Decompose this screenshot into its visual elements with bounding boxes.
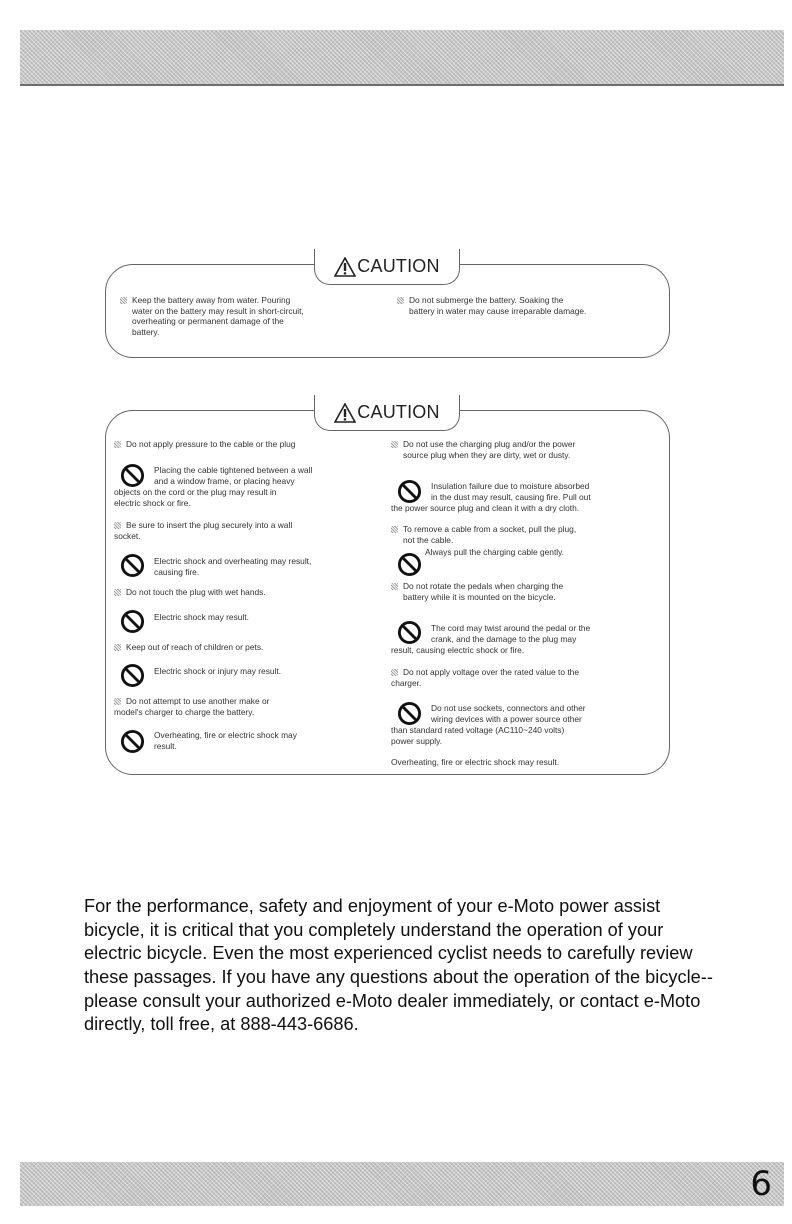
bullet-item: Keep out of reach of children or pets.	[114, 642, 263, 653]
detail-line: charger.	[391, 678, 422, 688]
bullet-item: Be sure to insert the plug securely into a wall	[114, 520, 292, 531]
bullet-item: Do not apply voltage over the rated value to the	[391, 667, 579, 678]
detail-line: electric shock or fire.	[114, 498, 191, 508]
footer-band	[20, 1162, 784, 1206]
detail-line: battery while it is mounted on the bicycle.	[403, 592, 556, 602]
bullet-square-icon	[114, 698, 121, 705]
warning-triangle-icon	[334, 403, 356, 423]
detail-line: power supply.	[391, 736, 443, 746]
bullet-item: Do not submerge the battery. Soaking the	[397, 295, 657, 306]
detail-line: than standard rated voltage (AC110~240 volts)	[391, 725, 565, 735]
detail-line: Placing the cable tightened between a wall	[154, 465, 313, 475]
intro-paragraph: For the performance, safety and enjoyment of your e-Moto power assist bicycle, it is critical that you completely understand the operation of your electric bicycle. Even the most experienced cyclist needs to carefully review these passages. If you have any questions about the operation of the bicycle-- please consult your authorized e-Moto dealer immediately, or contact e-Moto directly, toll free, at 888-443-6686.	[84, 896, 713, 1035]
detail-line: Do not use sockets, connectors and other	[431, 703, 586, 713]
detail-line: not the cable.	[403, 535, 454, 545]
bullet-square-icon	[397, 297, 404, 304]
detail-line: causing fire.	[154, 567, 200, 577]
prohibition-icon	[397, 552, 422, 577]
caution-box-battery-water	[105, 256, 670, 358]
caution-box-charging	[105, 402, 670, 775]
right-column	[391, 439, 661, 769]
detail-line: result, causing electric shock or fire.	[391, 645, 525, 655]
detail-line: Electric shock or injury may result.	[154, 666, 282, 676]
item-detail: water on the battery may result in short-circuit,	[132, 305, 304, 316]
bullet-item: Do not attempt to use another make or	[114, 696, 269, 707]
bullet-square-icon	[391, 526, 398, 533]
item-detail: battery.	[132, 326, 160, 337]
bullet-square-icon	[391, 669, 398, 676]
detail-line: objects on the cord or the plug may result in	[114, 487, 277, 497]
prohibition-icon	[120, 553, 145, 578]
prohibition-icon	[397, 620, 422, 645]
prohibition-icon	[120, 729, 145, 754]
detail-line: Electric shock may result.	[154, 612, 249, 622]
detail-line: Always pull the charging cable gently.	[425, 547, 565, 557]
bullet-square-icon	[114, 589, 121, 596]
detail-line: socket.	[114, 531, 141, 541]
bullet-item: Keep the battery away from water. Pouring	[120, 295, 370, 306]
detail-line: the power source plug and clean it with a dry cloth.	[391, 503, 580, 513]
detail-line: Overheating, fire or electric shock may	[154, 730, 297, 740]
bullet-square-icon	[391, 583, 398, 590]
detail-line: Electric shock and overheating may result,	[154, 556, 312, 566]
bullet-square-icon	[391, 441, 398, 448]
bullet-item: Do not touch the plug with wet hands.	[114, 587, 266, 598]
bullet-item: To remove a cable from a socket, pull the plug,	[391, 524, 576, 535]
detail-line: model's charger to charge the battery.	[114, 707, 255, 717]
prohibition-icon	[120, 463, 145, 488]
caution-label: CAUTION	[314, 395, 460, 431]
warning-triangle-icon	[334, 257, 356, 277]
bullet-square-icon	[114, 644, 121, 651]
detail-line: result.	[154, 741, 177, 751]
prohibition-icon	[397, 701, 422, 726]
prohibition-icon	[120, 609, 145, 634]
detail-line: in the dust may result, causing fire. Pull out	[431, 492, 591, 502]
caution-label: CAUTION	[314, 249, 460, 285]
detail-line: crank, and the damage to the plug may	[431, 634, 577, 644]
item-detail: battery in water may cause irreparable damage.	[409, 305, 587, 316]
bullet-item: Do not use the charging plug and/or the power	[391, 439, 575, 450]
prohibition-icon	[397, 479, 422, 504]
page-number: 6	[750, 1164, 772, 1204]
detail-line: wiring devices with a power source other	[431, 714, 582, 724]
bullet-item: Do not apply pressure to the cable or the plug	[114, 439, 295, 450]
detail-line: The cord may twist around the pedal or the	[431, 623, 591, 633]
detail-line: source plug when they are dirty, wet or dusty.	[403, 450, 571, 460]
detail-line: Overheating, fire or electric shock may result.	[391, 757, 560, 767]
item-detail: overheating or permanent damage of the	[132, 316, 284, 327]
header-band	[20, 30, 784, 84]
bullet-item: Do not rotate the pedals when charging the	[391, 581, 563, 592]
bullet-square-icon	[114, 441, 121, 448]
detail-line: and a window frame, or placing heavy	[154, 476, 295, 486]
bullet-square-icon	[114, 522, 121, 529]
detail-line: Insulation failure due to moisture absorbed	[431, 481, 590, 491]
prohibition-icon	[120, 663, 145, 688]
left-column	[114, 439, 374, 769]
bullet-square-icon	[120, 297, 127, 304]
